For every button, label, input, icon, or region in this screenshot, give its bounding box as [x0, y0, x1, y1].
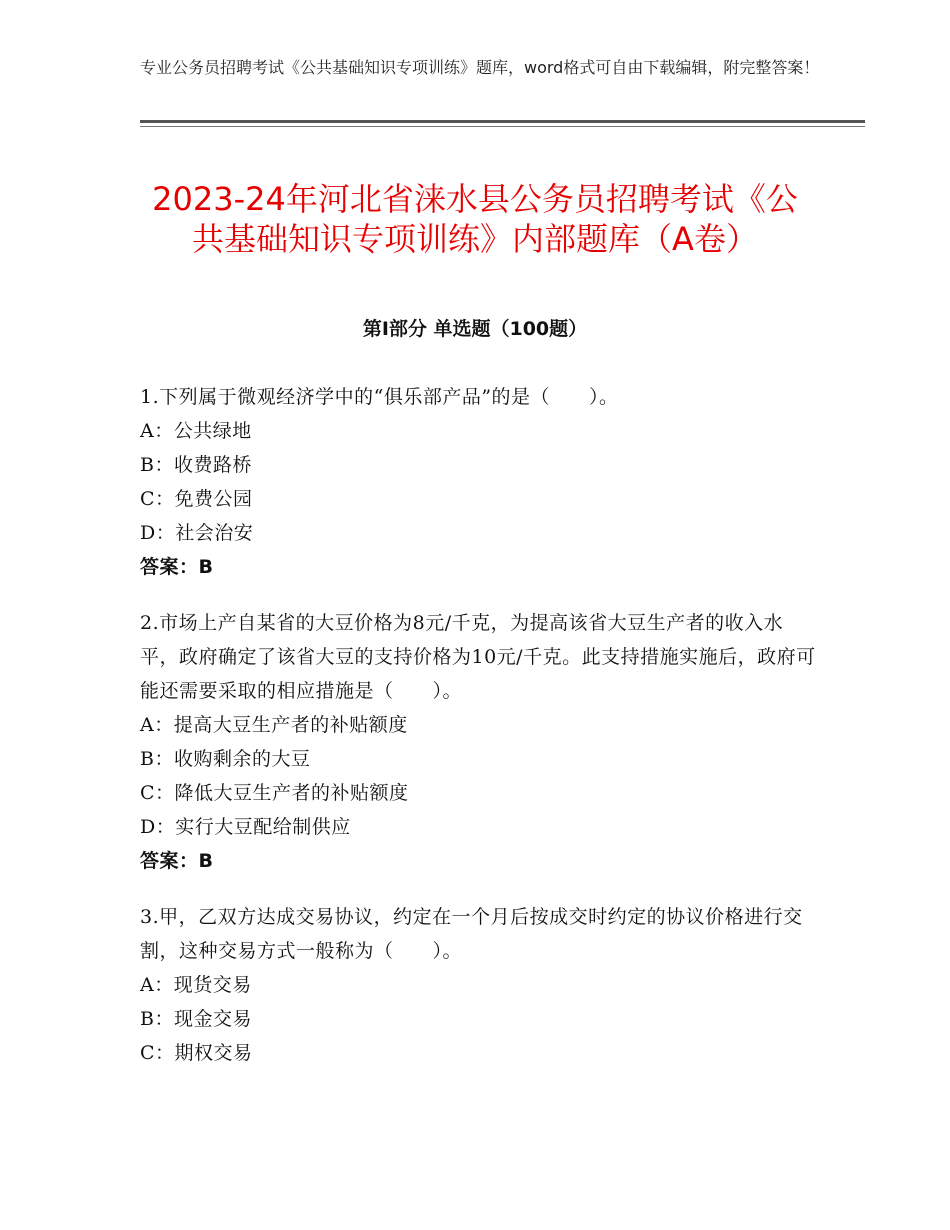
question-3 — [140, 900, 820, 1070]
question-stem: 2.市场上产自某省的大豆价格为8元/千克，为提高该省大豆生产者的收入水平，政府确定了该省大豆的支持价格为10元/千克。此支持措施实施后，政府可能还需要采取的相应措施是（ ）。 — [140, 612, 816, 702]
option-b: B：现金交易 — [140, 1008, 252, 1030]
header-divider-thick — [140, 120, 865, 123]
option-d: D：社会治安 — [140, 522, 254, 544]
option-c: C：期权交易 — [140, 1042, 253, 1064]
option-a: A：现货交易 — [140, 974, 252, 996]
option-c: C：降低大豆生产者的补贴额度 — [140, 782, 409, 804]
answer-line: 答案：B — [140, 556, 214, 578]
question-2 — [140, 606, 820, 878]
header-divider-thin — [140, 126, 865, 127]
question-stem: 3.甲，乙双方达成交易协议，约定在一个月后按成交时约定的协议价格进行交割，这种交易方式一般称为（ ）。 — [140, 906, 803, 962]
question-1 — [140, 380, 820, 584]
option-b: B：收费路桥 — [140, 454, 252, 476]
answer-line: 答案：B — [140, 850, 214, 872]
option-d: D：实行大豆配给制供应 — [140, 816, 351, 838]
option-b: B：收购剩余的大豆 — [140, 748, 311, 770]
question-list — [140, 380, 820, 1092]
section-title: 第Ⅰ部分 单选题（100题） — [362, 318, 588, 340]
option-c: C：免费公园 — [140, 488, 253, 510]
question-stem: 1.下列属于微观经济学中的“俱乐部产品”的是（ ）。 — [140, 386, 619, 408]
document-title: 2023-24年河北省涞水县公务员招聘考试《公共基础知识专项训练》内部题库（A卷） — [152, 180, 798, 259]
header-note: 专业公务员招聘考试《公共基础知识专项训练》题库，word格式可自由下载编辑，附完整答案！ — [140, 58, 820, 77]
option-a: A：公共绿地 — [140, 420, 252, 442]
option-a: A：提高大豆生产者的补贴额度 — [140, 714, 408, 736]
